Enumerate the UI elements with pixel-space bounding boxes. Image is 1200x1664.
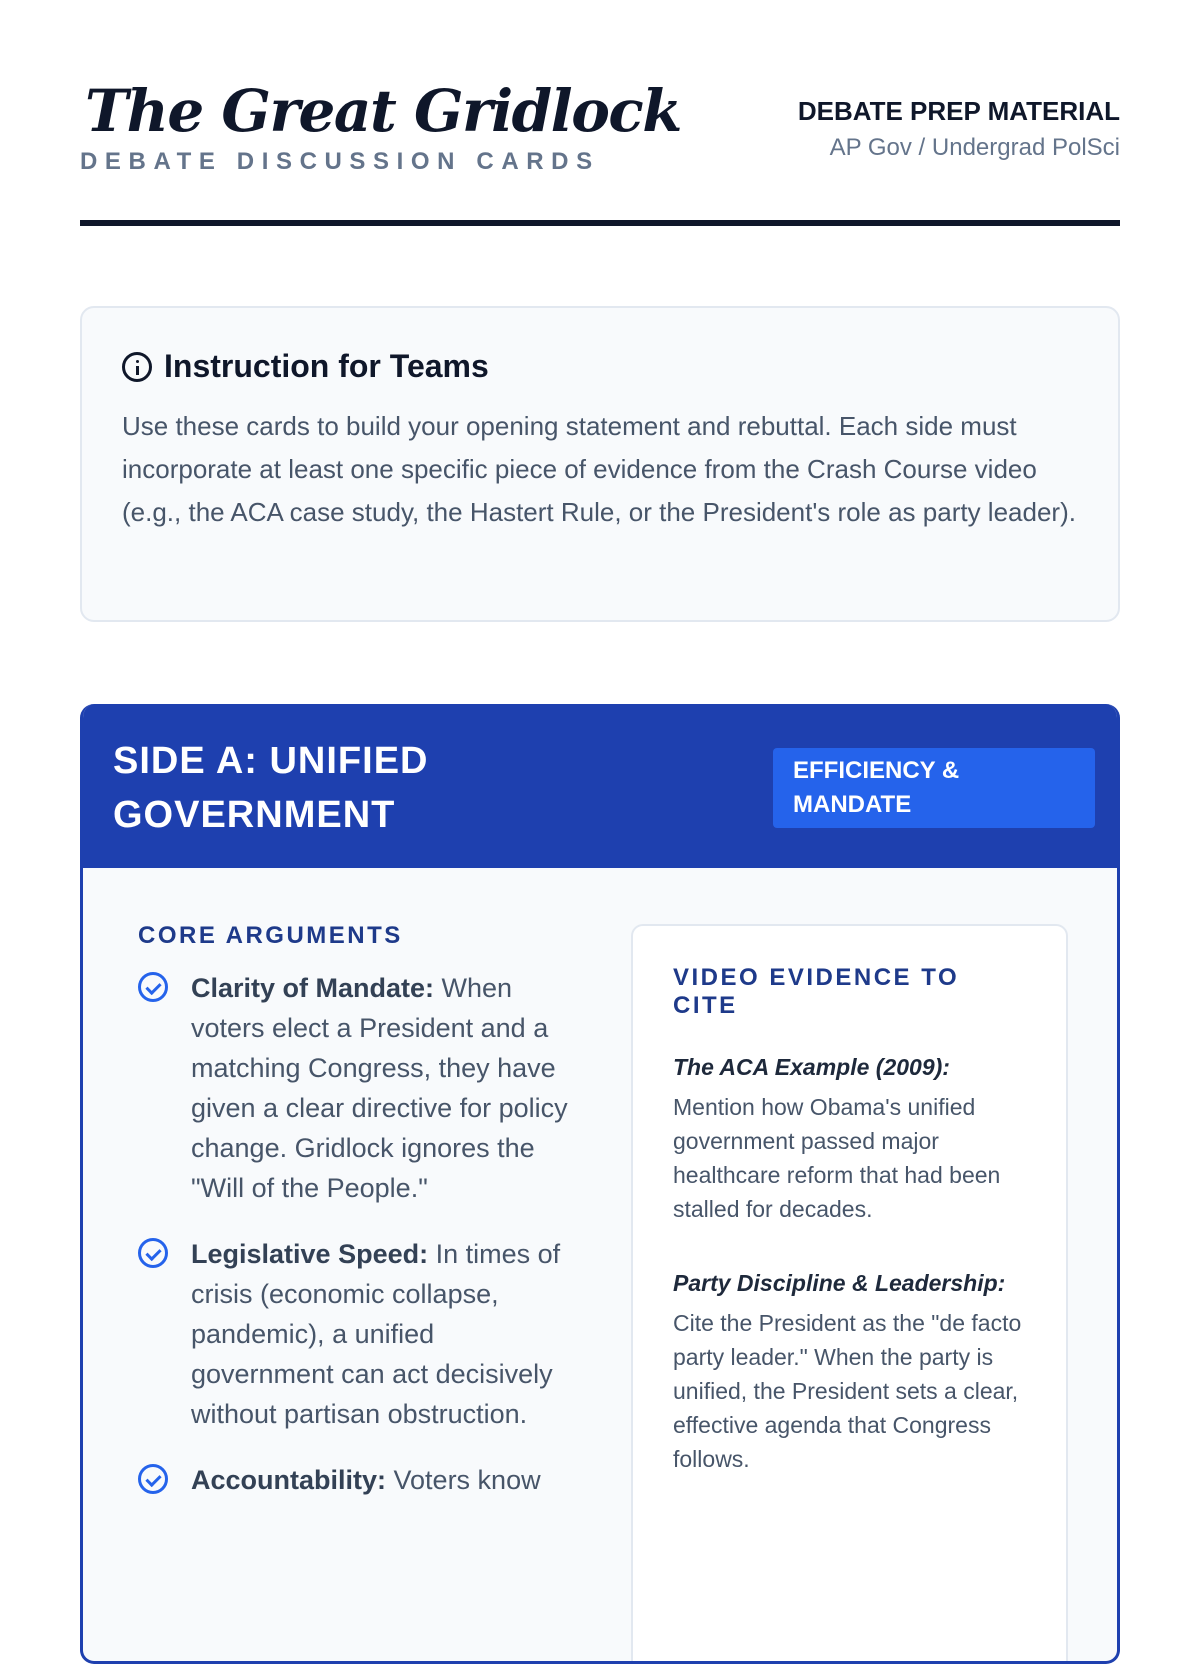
argument-title: Legislative Speed: [191,1239,436,1269]
header-divider [80,220,1120,226]
audience-label: AP Gov / Undergrad PolSci [829,134,1120,161]
check-circle-icon [138,1238,168,1268]
argument-title: Clarity of Mandate: [191,973,442,1003]
core-arguments-label: CORE ARGUMENTS [138,922,403,949]
evidence-text: Mention how Obama's unified government passed major healthcare reform that had been stalled for decades. [673,1094,1001,1222]
side-a-header [83,704,1117,868]
argument-list [138,968,578,1500]
instructions-body: Use these cards to build your opening statement and rebuttal. Each side must incorporate at least one specific piece of evidence from the Crash Course video (e.g., the ACA case study, the Hastert Rule, or the President's role as party leader). [122,411,1076,527]
core-arguments [138,922,578,1526]
evidence-text: Cite the President as the "de facto party leader." When the party is unified, the President sets a clear, effective agenda that Congress follows. [673,1310,1022,1472]
argument-item [138,968,578,1208]
argument-item [138,1460,578,1500]
page-title: The Great Gridlock [85,77,681,145]
side-a-card [80,704,1120,1664]
instructions-box [80,306,1120,622]
page-header [80,78,1120,228]
side-a-badge: EFFICIENCY & MANDATE [773,748,1095,828]
evidence-item [673,1050,1026,1226]
evidence-item [673,1266,1026,1476]
side-a-title: SIDE A: UNIFIED GOVERNMENT [113,740,429,836]
instructions-title: Instruction for Teams [164,348,489,384]
check-circle-icon [138,1464,168,1494]
argument-item [138,1234,578,1434]
info-icon [122,352,152,382]
material-label: DEBATE PREP MATERIAL [797,96,1120,126]
check-circle-icon [138,972,168,1002]
evidence-label: VIDEO EVIDENCE TO CITE [673,964,960,1019]
evidence-title: The ACA Example (2009): [673,1054,950,1080]
argument-text: When voters elect a President and a matching Congress, they have given a clear directive for policy change. Gridlock ignores the "Will of the People." [191,973,568,1203]
argument-text: In times of crisis (economic collapse, pandemic), a unified government can act decisively without partisan obstruction. [191,1239,561,1429]
video-evidence-box [631,924,1068,1664]
evidence-title: Party Discipline & Leadership: [673,1270,1006,1296]
argument-text: Voters know [393,1465,541,1495]
argument-title: Accountability: [191,1465,394,1495]
page-subtitle: DEBATE DISCUSSION CARDS [80,148,600,175]
